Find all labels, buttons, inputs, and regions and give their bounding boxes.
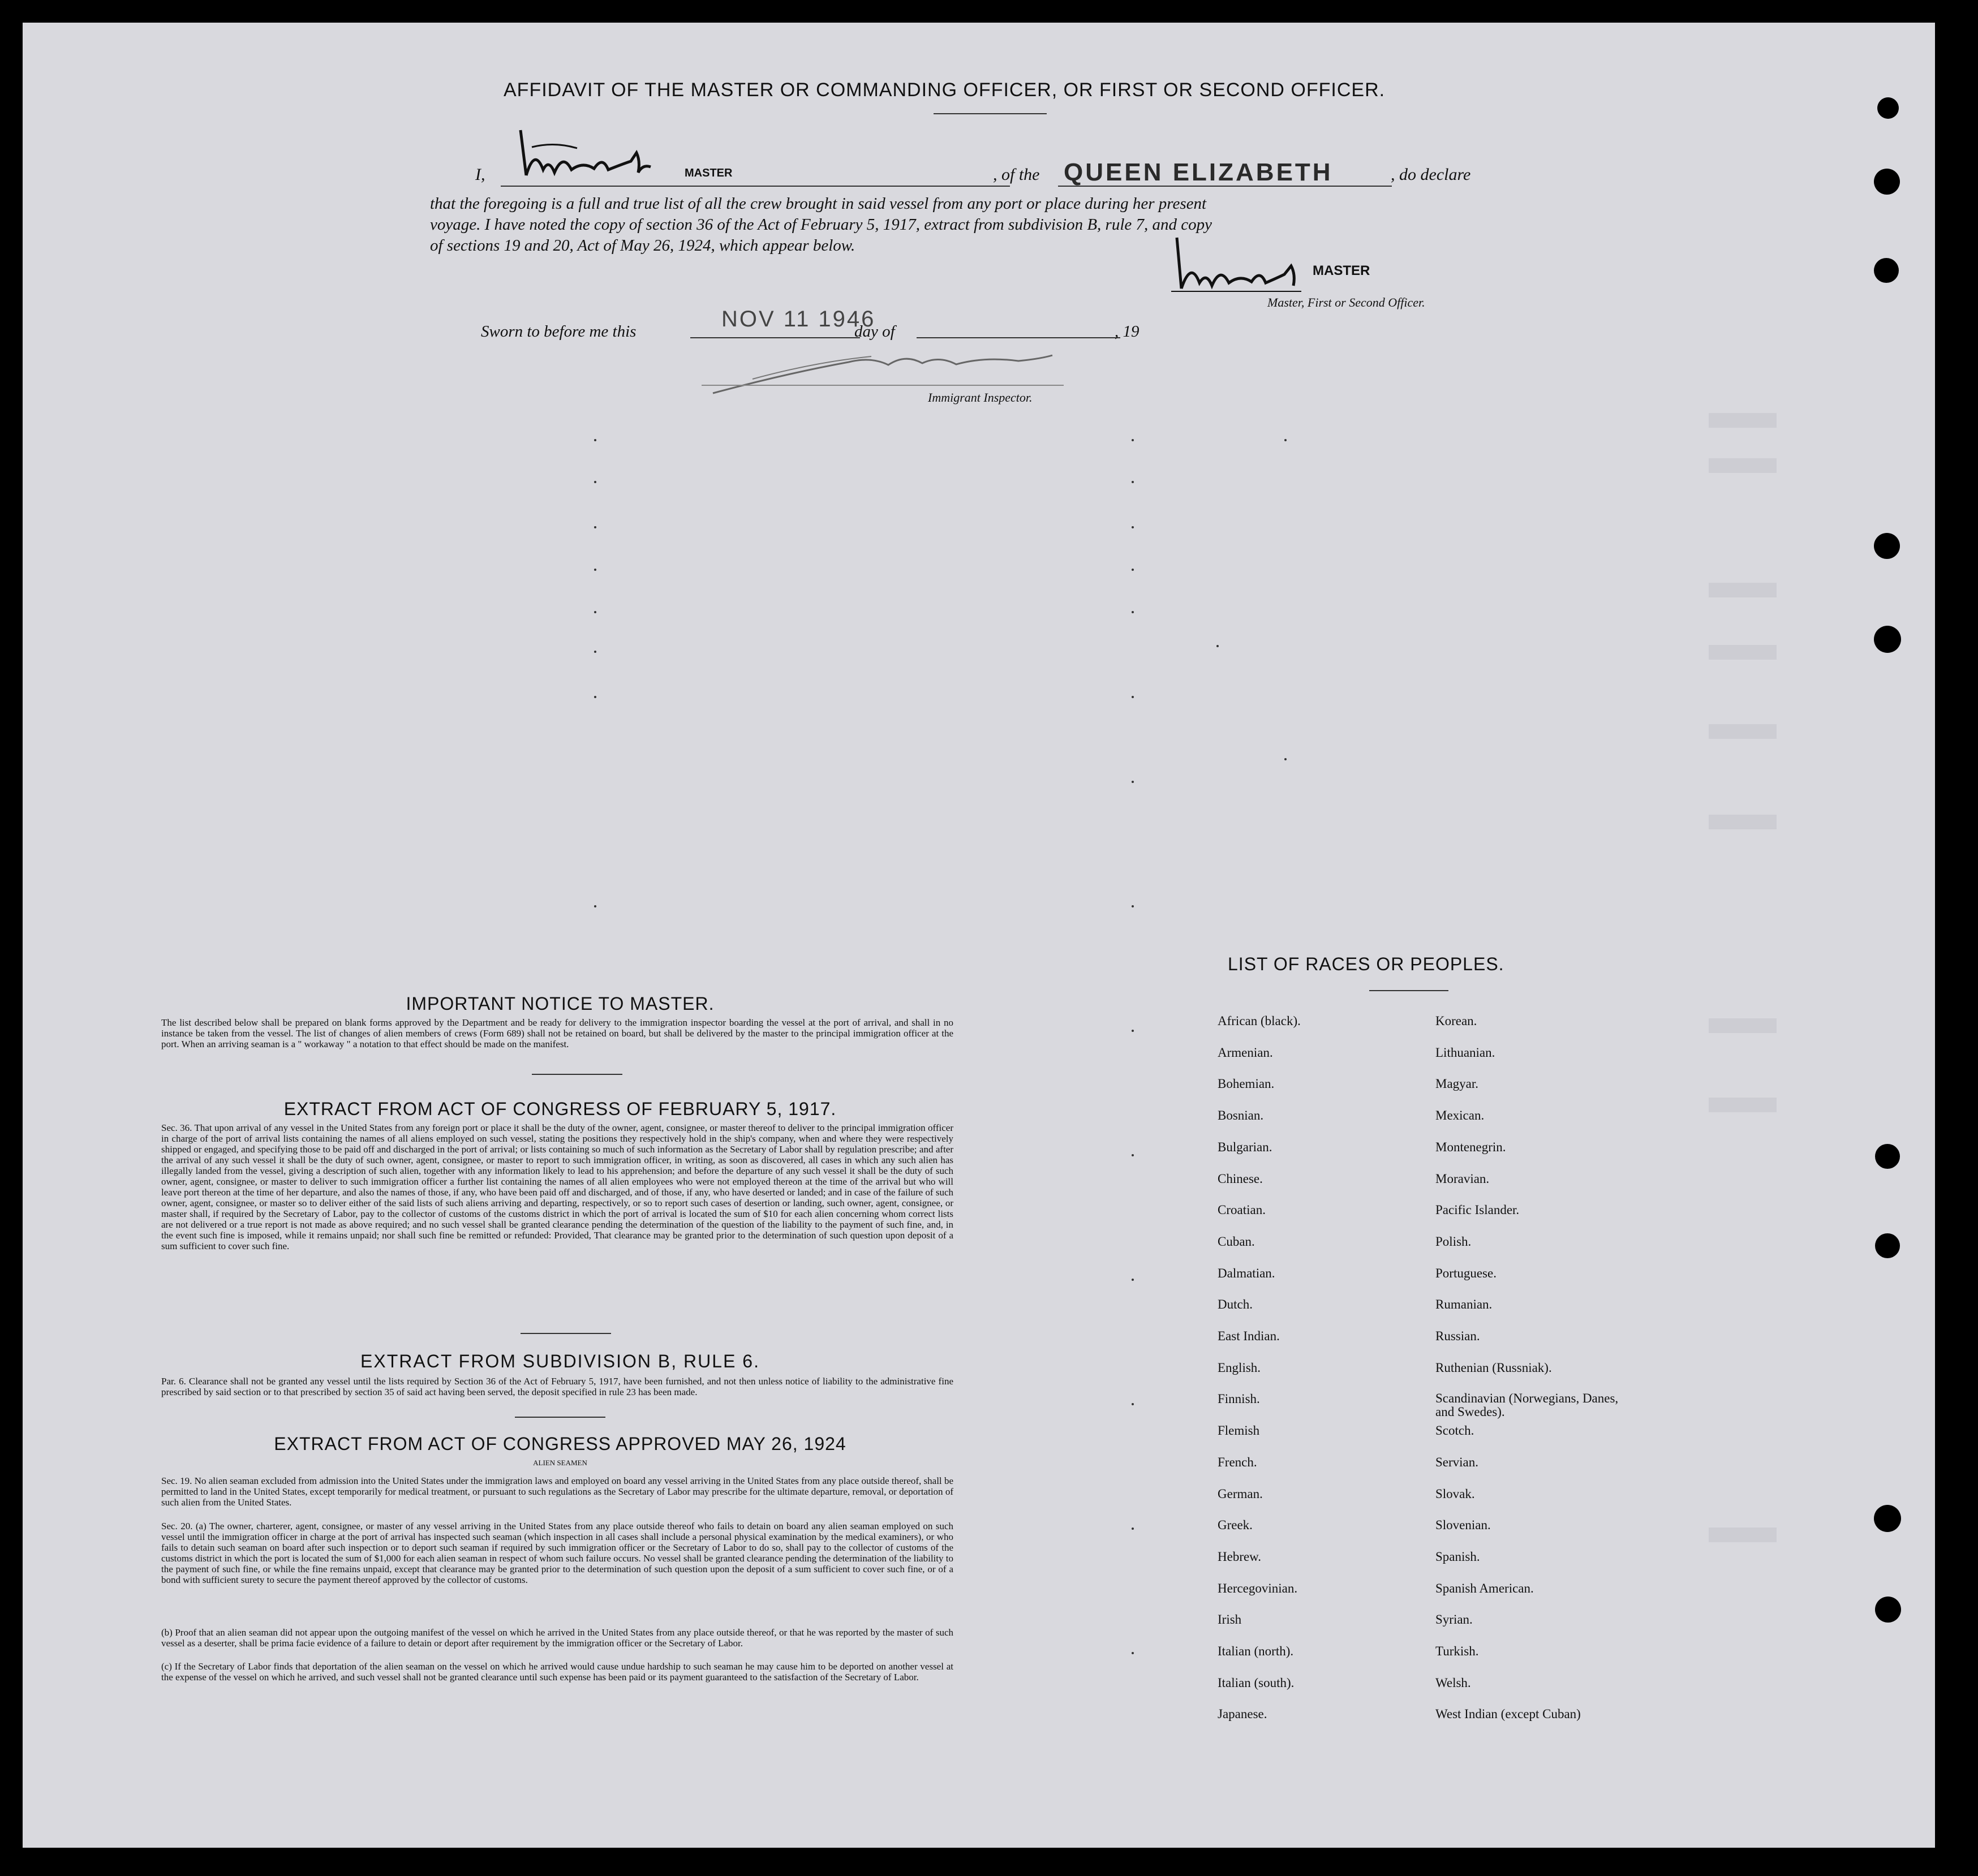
section-20a-text: Sec. 20. (a) The owner, charterer, agent, consignee, or master of any vessel arriving in the United States from any place outside thereof who fails to detain on board any alien seaman employed on such vessel until the immigration officer in charge at the port of arrival has inspected such seaman (which inspection in all cases shall include a personal physical examination by the medical examiners), or who fails to detain such seaman on board after such inspection or to deport such seaman if required by such immigration officer or the Secretary of Labor to do so, shall pay to the collector of customs of the customs district in which the port is located the sum of $1,000 for each alien seaman in respect of whom such failure occurs. No vessel shall be granted clearance pending the determination of the liability to the payment of such fine, or while the fine remains unpaid, except that clearance may be granted prior to the determination of such question upon the deposit of a sum sufficient to cover such fine, or of a bond with sufficient surety to secure the payment thereof approved by the collector of customs. <box>161 1521 953 1585</box>
column-dot <box>1132 1279 1134 1281</box>
column-dot <box>1132 1154 1134 1156</box>
extract-1917-text: Sec. 36. That upon arrival of any vessel in the United States from any foreign port or place it shall be the duty of the owner, agent, consignee, or master thereof to deliver to the principal immigration officer in charge of the port of arrival lists containing the names of all aliens employed on such vessel, stating the positions they respectively hold in the ship's company, when and where they were respectively shipped or engaged, and specifying those to be paid off and discharged in the port of arrival; or lists containing so much of such information as the Secretary of Labor shall by regulation prescribe; and after the arrival of any such vessel it shall be the duty of such owner, agent, consignee, or master to report to such immigration officer, in writing, as soon as discovered, all cases in which any such alien has illegally landed from the vessel, giving a description of such alien, together with any information likely to lead to his apprehension; and before the departure of any such vessel it shall be the duty of such owner, agent, consignee, or master to deliver to such immigration officer a further list containing the names of all alien employees who were not employed thereon at the time of the arrival but who will leave port thereon at the time of her departure, and also the names of those, if any, who have been paid off and discharged, and of those, if any, who have deserted or landed; and in case of the failure of such owner, agent, consignee, or master so to deliver either of the said lists of such aliens arriving and departing, respectively, or so to report such cases of desertion or landing, such owner, agent, consignee, or master shall, if required by the Secretary of Labor, pay to the collector of customs of the customs district in which the port of arrival is located the sum of $10 for each alien concerning whom correct lists are not delivered or a true report is not made as above required; and no such vessel shall be granted clearance pending the determination of the question of the liability to the payment of such fine, and, in the event such fine is imposed, while it remains unpaid; nor shall such fine be remitted or refunded: Provided, That clearance may be granted prior to the determination of such question upon deposit of a sum sufficient to cover such fine. <box>161 1122 953 1251</box>
binder-hole <box>1875 1597 1901 1623</box>
sworn-label: Sworn to before me this <box>481 322 637 341</box>
declaration-line-3: of sections 19 and 20, Act of May 26, 1924, which appear below. <box>430 236 855 255</box>
bleed-through-mark <box>1709 1098 1777 1112</box>
master-signature-2 <box>1166 226 1335 300</box>
race-item: Flemish <box>1218 1423 1260 1438</box>
bleed-through-mark <box>1709 1528 1777 1542</box>
bleed-through-mark <box>1709 815 1777 829</box>
column-dot <box>1132 439 1134 441</box>
race-item: Cuban. <box>1218 1234 1255 1249</box>
race-item: Italian (south). <box>1218 1676 1295 1690</box>
race-item: Italian (north). <box>1218 1644 1294 1658</box>
notice-text: The list described below shall be prepared on blank forms approved by the Department and be ready for delivery to the immigration inspector boarding the vessel at the port of arrival, and shall in no instance be taken from the vessel. The list of changes of alien members of crews (Form 689) shall not be retained on board, but shall be delivered by the master to the principal immigration officer at the port. When an arriving seaman is a " workaway " a notation to that effect should be made on the manifest. <box>161 1017 953 1049</box>
section-19-text: Sec. 19. No alien seaman excluded from admission into the United States under the immigration laws and employed on board any vessel arriving in the United States from any place outside thereof, shall be permitted to land in the United States, except temporarily for medical treatment, or pursuant to such regulations as the Secretary of Labor may prescribe for the ultimate departure, removal, or deportation of such alien from the United States. <box>161 1475 953 1508</box>
races-heading: LIST OF RACES OR PEOPLES. <box>1228 954 1504 974</box>
column-dot <box>594 481 596 483</box>
i-label: I, <box>475 165 485 184</box>
vessel-line <box>1058 186 1392 187</box>
race-item: Pacific Islander. <box>1435 1203 1520 1217</box>
column-dot <box>594 526 596 528</box>
binder-hole <box>1874 533 1900 559</box>
race-item: Mexican. <box>1435 1108 1485 1122</box>
bleed-through-mark <box>1709 1018 1777 1033</box>
race-item: Portuguese. <box>1435 1266 1497 1280</box>
binder-hole <box>1874 169 1900 195</box>
race-item: Chinese. <box>1218 1172 1263 1186</box>
column-dot <box>1132 1652 1134 1654</box>
race-item: Bohemian. <box>1218 1077 1275 1091</box>
race-item: Russian. <box>1435 1329 1480 1343</box>
race-item: German. <box>1218 1487 1263 1501</box>
declaration-line-1: that the foregoing is a full and true list of all the crew brought in said vessel from any port or place during her present <box>430 195 1207 213</box>
race-item: Magyar. <box>1435 1077 1479 1091</box>
race-item: Scandinavian (Norwegians, Danes, and Swedes). <box>1435 1391 1619 1419</box>
race-item: East Indian. <box>1218 1329 1280 1343</box>
extract-rule6-text: Par. 6. Clearance shall not be granted any vessel until the lists required by Section 36 of the Act of February 5, 1917, have been furnished, and not then unless notice of liability to the administrative fine prescribed by said section or to that prescribed by section 35 of said act having been served, the deposit specified in rule 23 has been made. <box>161 1376 953 1397</box>
race-item: Japanese. <box>1218 1707 1267 1721</box>
race-item: Finnish. <box>1218 1392 1260 1406</box>
signature-caption: Master, First or Second Officer. <box>1267 295 1425 309</box>
column-dot <box>1132 526 1134 528</box>
column-dot <box>594 439 596 441</box>
race-item: Irish <box>1218 1612 1242 1627</box>
column-dot <box>1284 758 1287 760</box>
declaration-line-2: voyage. I have noted the copy of section 36 of the Act of February 5, 1917, extract from subdivision B, rule 7, and copy <box>430 216 1212 234</box>
column-dot <box>1132 1403 1134 1405</box>
race-item: Polish. <box>1435 1234 1472 1249</box>
of-the-label: , of the <box>993 165 1040 184</box>
column-dot <box>594 569 596 571</box>
race-item: Hebrew. <box>1218 1550 1262 1564</box>
race-item: Spanish American. <box>1435 1581 1534 1595</box>
race-item: Hercegovinian. <box>1218 1581 1298 1595</box>
binder-hole <box>1874 626 1901 653</box>
race-item: Syrian. <box>1435 1612 1473 1627</box>
binder-hole <box>1875 1144 1900 1169</box>
race-item: Dutch. <box>1218 1297 1253 1311</box>
column-dot <box>1132 696 1134 698</box>
race-item: Croatian. <box>1218 1203 1266 1217</box>
race-item: Welsh. <box>1435 1676 1471 1690</box>
master-signature-1 <box>509 107 679 192</box>
race-item: Montenegrin. <box>1435 1140 1506 1154</box>
column-dot <box>1284 439 1287 441</box>
race-item: Spanish. <box>1435 1550 1480 1564</box>
column-dot <box>1132 569 1134 571</box>
column-dot <box>1132 611 1134 613</box>
extract-1924-subheading: ALIEN SEAMEN <box>533 1458 587 1467</box>
month-line <box>917 337 1120 338</box>
title-rule <box>934 113 1047 114</box>
bleed-through-mark <box>1709 413 1777 428</box>
binder-hole <box>1875 1233 1900 1258</box>
column-dot <box>1132 905 1134 907</box>
notice-rule <box>532 1074 622 1075</box>
binder-hole <box>1874 1505 1901 1532</box>
race-item: Ruthenian (Russniak). <box>1435 1361 1552 1375</box>
binder-hole <box>1874 258 1899 283</box>
race-item: Slovak. <box>1435 1487 1475 1501</box>
master-stamp-2: MASTER <box>1313 263 1370 278</box>
bleed-through-mark <box>1709 583 1777 597</box>
section-20c-text: (c) If the Secretary of Labor finds that deportation of the alien seaman on the vessel on which he arrived would cause undue hardship to such seaman he may cause him to be deported on another vessel at the expense of the vessel on which he arrived, and such vessel shall not be granted clearance until such expense has been paid or its payment guaranteed to the satisfaction of the Secretary of Labor. <box>161 1661 953 1683</box>
race-item: Armenian. <box>1218 1045 1273 1060</box>
bleed-through-mark <box>1709 458 1777 473</box>
extract-rule6-heading: EXTRACT FROM SUBDIVISION B, RULE 6. <box>360 1351 760 1371</box>
date-line <box>690 337 860 338</box>
column-dot <box>1132 1030 1134 1032</box>
race-item: French. <box>1218 1455 1257 1469</box>
affidavit-title: AFFIDAVIT OF THE MASTER OR COMMANDING OFFICER, OR FIRST OR SECOND OFFICER. <box>504 79 1386 101</box>
races-rule <box>1369 990 1448 991</box>
race-item: Greek. <box>1218 1518 1253 1532</box>
race-item: Scotch. <box>1435 1423 1474 1438</box>
race-item: Slovenian. <box>1435 1518 1491 1532</box>
column-dot <box>594 696 596 698</box>
race-item: Servian. <box>1435 1455 1479 1469</box>
sworn-date-stamp: NOV 11 1946 <box>721 307 876 332</box>
race-item: English. <box>1218 1361 1261 1375</box>
do-declare-label: , do declare <box>1391 165 1471 184</box>
notice-heading: IMPORTANT NOTICE TO MASTER. <box>406 993 715 1014</box>
bleed-through-mark <box>1709 724 1777 739</box>
race-item: Turkish. <box>1435 1644 1479 1658</box>
race-item: Bulgarian. <box>1218 1140 1272 1154</box>
race-item: Korean. <box>1435 1014 1477 1028</box>
column-dot <box>1216 645 1219 647</box>
extract-1917-heading: EXTRACT FROM ACT OF CONGRESS OF FEBRUARY 5, 1917. <box>283 1099 837 1119</box>
race-item: Dalmatian. <box>1218 1266 1275 1280</box>
race-item: Lithuanian. <box>1435 1045 1495 1060</box>
section-20b-text: (b) Proof that an alien seaman did not appear upon the outgoing manifest of the vessel on which he arrived in the United States from any place outside thereof, or that he was reported by the master of such vessel as a deserter, shall be prima facie evidence of a failure to detain or deport after requirement by the immigration officer or the Secretary of Labor. <box>161 1627 953 1649</box>
binder-hole <box>1877 97 1899 119</box>
extract-1924-heading: EXTRACT FROM ACT OF CONGRESS APPROVED MAY 26, 1924 <box>274 1434 846 1454</box>
column-dot <box>1132 481 1134 483</box>
document-page <box>23 23 1935 1848</box>
extract-1917-rule <box>521 1333 611 1334</box>
column-dot <box>1132 1528 1134 1530</box>
inspector-line <box>702 385 1064 386</box>
extract-rule6-rule <box>515 1417 605 1418</box>
race-item: Rumanian. <box>1435 1297 1493 1311</box>
race-item: African (black). <box>1218 1014 1301 1028</box>
year-label: , 19 <box>1115 322 1140 341</box>
master-stamp-1: MASTER <box>685 167 733 179</box>
column-dot <box>1132 781 1134 783</box>
bleed-through-mark <box>1709 645 1777 660</box>
race-item: Bosnian. <box>1218 1108 1264 1122</box>
column-dot <box>594 651 596 653</box>
day-of-label: day of <box>854 322 895 341</box>
vessel-name: QUEEN ELIZABETH <box>1064 158 1333 186</box>
column-dot <box>594 905 596 907</box>
race-item: West Indian (except Cuban) <box>1435 1707 1581 1721</box>
race-item: Moravian. <box>1435 1172 1490 1186</box>
column-dot <box>594 611 596 613</box>
inspector-caption: Immigrant Inspector. <box>928 390 1033 405</box>
